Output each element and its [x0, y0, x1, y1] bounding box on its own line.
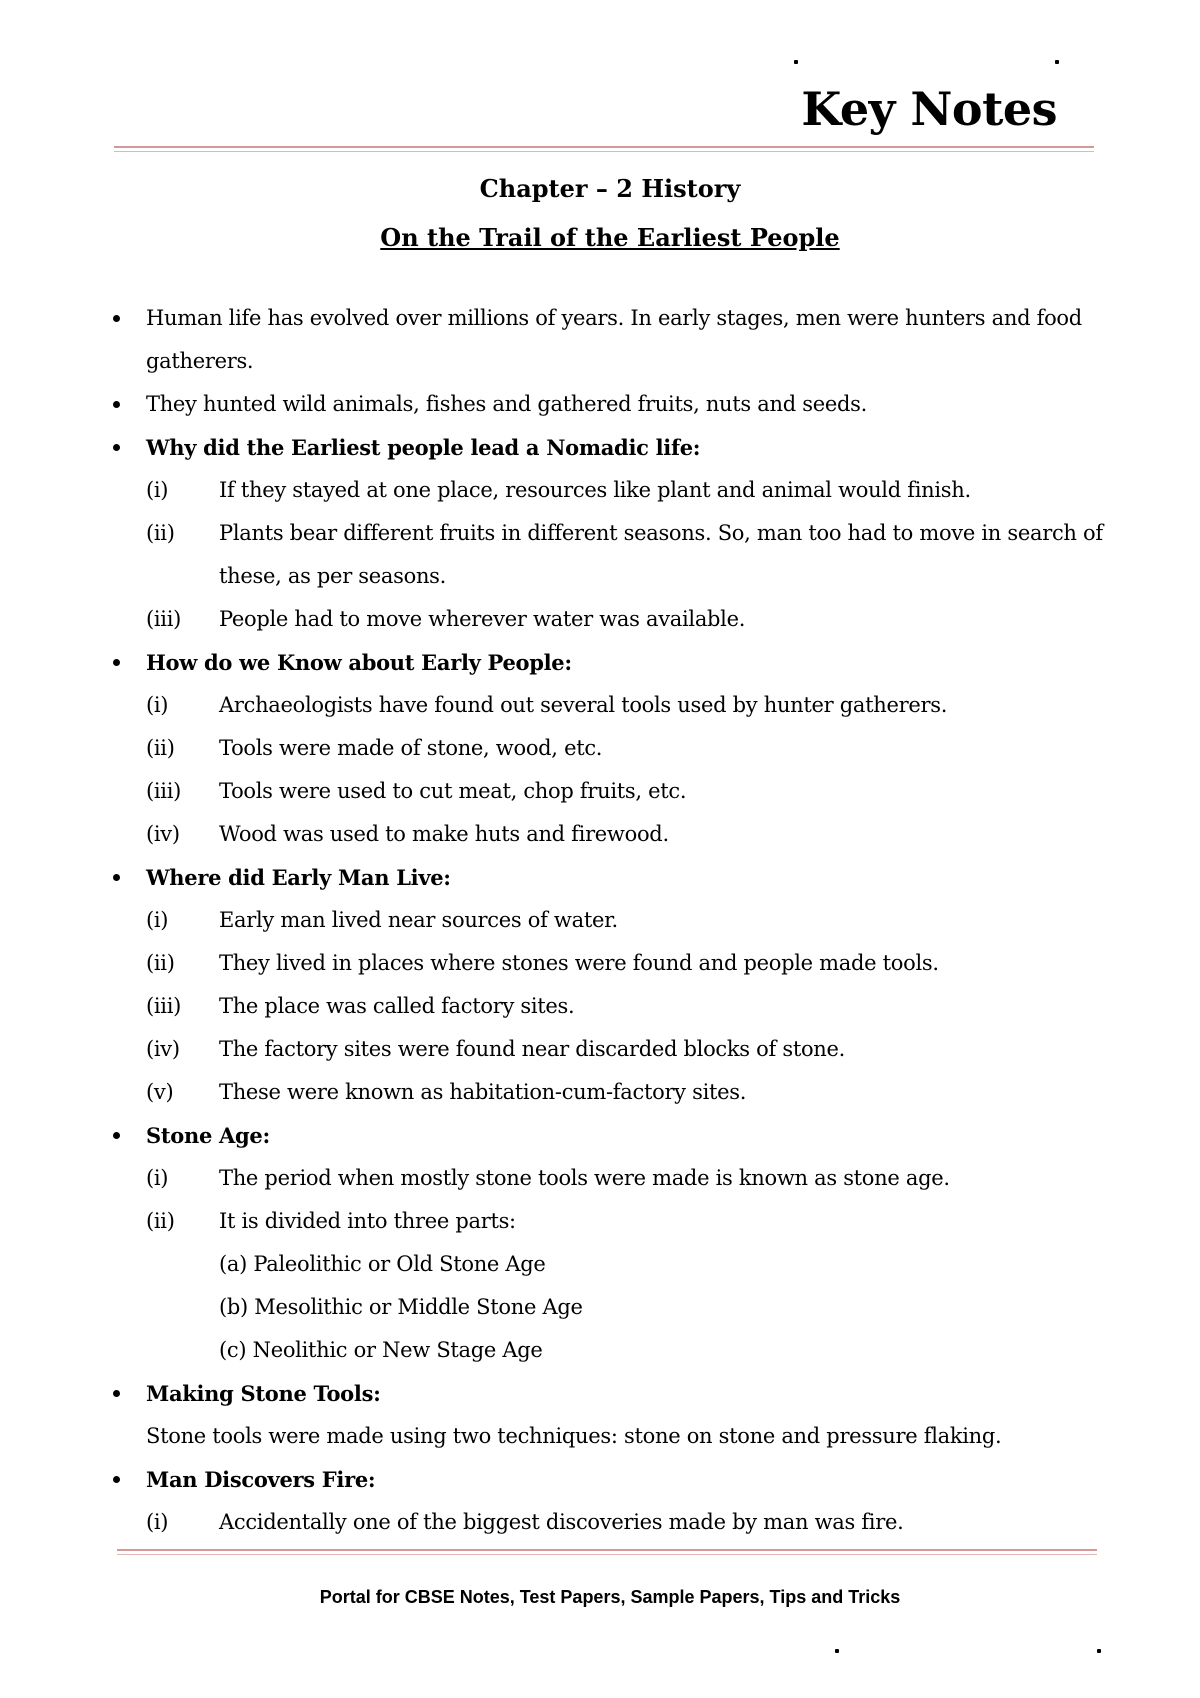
- item-number: (i): [146, 1166, 169, 1190]
- footer-rule: [117, 1549, 1097, 1551]
- decorative-dot: [835, 1649, 839, 1653]
- numbered-item: [110, 899, 1110, 942]
- bullet-item: Human life has evolved over millions of years. In early stages, men were hunters and food gatherers.: [110, 297, 1110, 383]
- numbered-item: [110, 1028, 1110, 1071]
- item-text: Accidentally one of the biggest discoveries made by man was fire.: [219, 1510, 904, 1534]
- item-number: (ii): [146, 521, 175, 545]
- item-number: (i): [146, 693, 169, 717]
- header-title: Key Notes: [801, 82, 1057, 136]
- item-number: (iv): [146, 1037, 180, 1061]
- numbered-item: [110, 942, 1110, 985]
- section-heading: Why did the Earliest people lead a Nomadic life:: [110, 426, 1110, 469]
- item-number: (i): [146, 1510, 169, 1534]
- bullet-item: They hunted wild animals, fishes and gathered fruits, nuts and seeds.: [110, 383, 1110, 426]
- item-text: People had to move wherever water was available.: [219, 607, 746, 631]
- numbered-item: [110, 598, 1110, 641]
- sub-item: (c) Neolithic or New Stage Age: [219, 1338, 543, 1362]
- section-heading: How do we Know about Early People:: [110, 641, 1110, 684]
- item-number: (ii): [146, 951, 175, 975]
- header-rule: [114, 146, 1094, 148]
- item-number: (v): [146, 1080, 174, 1104]
- item-number: (iii): [146, 994, 182, 1018]
- decorative-dot: [794, 60, 798, 64]
- item-text: Plants bear different fruits in different seasons. So, man too had to move in search of these, as per seasons.: [219, 521, 1103, 588]
- header-rule: [114, 151, 1094, 152]
- item-text: It is divided into three parts:: [219, 1209, 516, 1233]
- item-number: (iii): [146, 779, 182, 803]
- footer-rule: [117, 1554, 1097, 1555]
- item-text: The period when mostly stone tools were made is known as stone age.: [219, 1166, 950, 1190]
- numbered-item: [110, 813, 1110, 856]
- item-text: Tools were made of stone, wood, etc.: [219, 736, 603, 760]
- numbered-item: [110, 1501, 1110, 1544]
- numbered-item: [110, 1157, 1110, 1200]
- item-text: These were known as habitation-cum-factory sites.: [219, 1080, 747, 1104]
- sub-item: (a) Paleolithic or Old Stone Age: [219, 1252, 546, 1276]
- item-text: Archaeologists have found out several tools used by hunter gatherers.: [219, 693, 948, 717]
- section-heading: Man Discovers Fire:: [110, 1458, 1110, 1501]
- item-number: (iii): [146, 607, 182, 631]
- chapter-title: Chapter – 2 History: [479, 174, 741, 203]
- item-text: They lived in places where stones were found and people made tools.: [219, 951, 939, 975]
- numbered-item: [110, 770, 1110, 813]
- section-heading: Where did Early Man Live:: [110, 856, 1110, 899]
- numbered-item: [110, 727, 1110, 770]
- item-text: If they stayed at one place, resources like plant and animal would finish.: [219, 478, 971, 502]
- decorative-dot: [1097, 1649, 1101, 1653]
- item-number: (ii): [146, 1209, 175, 1233]
- item-text: Early man lived near sources of water.: [219, 908, 618, 932]
- item-number: (i): [146, 478, 169, 502]
- numbered-item: [110, 1200, 1110, 1243]
- numbered-item: [110, 512, 1110, 598]
- page-subtitle: On the Trail of the Earliest People: [380, 223, 840, 252]
- numbered-item: [110, 1071, 1110, 1114]
- paragraph: Stone tools were made using two techniques: stone on stone and pressure flaking.: [146, 1424, 1002, 1448]
- item-text: The place was called factory sites.: [219, 994, 575, 1018]
- sub-item: (b) Mesolithic or Middle Stone Age: [219, 1295, 583, 1319]
- section-heading: Making Stone Tools:: [110, 1372, 1110, 1415]
- numbered-item: [110, 469, 1110, 512]
- item-number: (ii): [146, 736, 175, 760]
- notes-body: [110, 297, 1110, 1544]
- numbered-item: [110, 985, 1110, 1028]
- item-text: Wood was used to make huts and firewood.: [219, 822, 669, 846]
- decorative-dot: [1055, 60, 1059, 64]
- numbered-item: [110, 684, 1110, 727]
- item-number: (iv): [146, 822, 180, 846]
- footer-text: Portal for CBSE Notes, Test Papers, Sample Papers, Tips and Tricks: [319, 1587, 901, 1607]
- item-text: Tools were used to cut meat, chop fruits, etc.: [219, 779, 687, 803]
- section-heading: Stone Age:: [110, 1114, 1110, 1157]
- item-number: (i): [146, 908, 169, 932]
- item-text: The factory sites were found near discarded blocks of stone.: [219, 1037, 846, 1061]
